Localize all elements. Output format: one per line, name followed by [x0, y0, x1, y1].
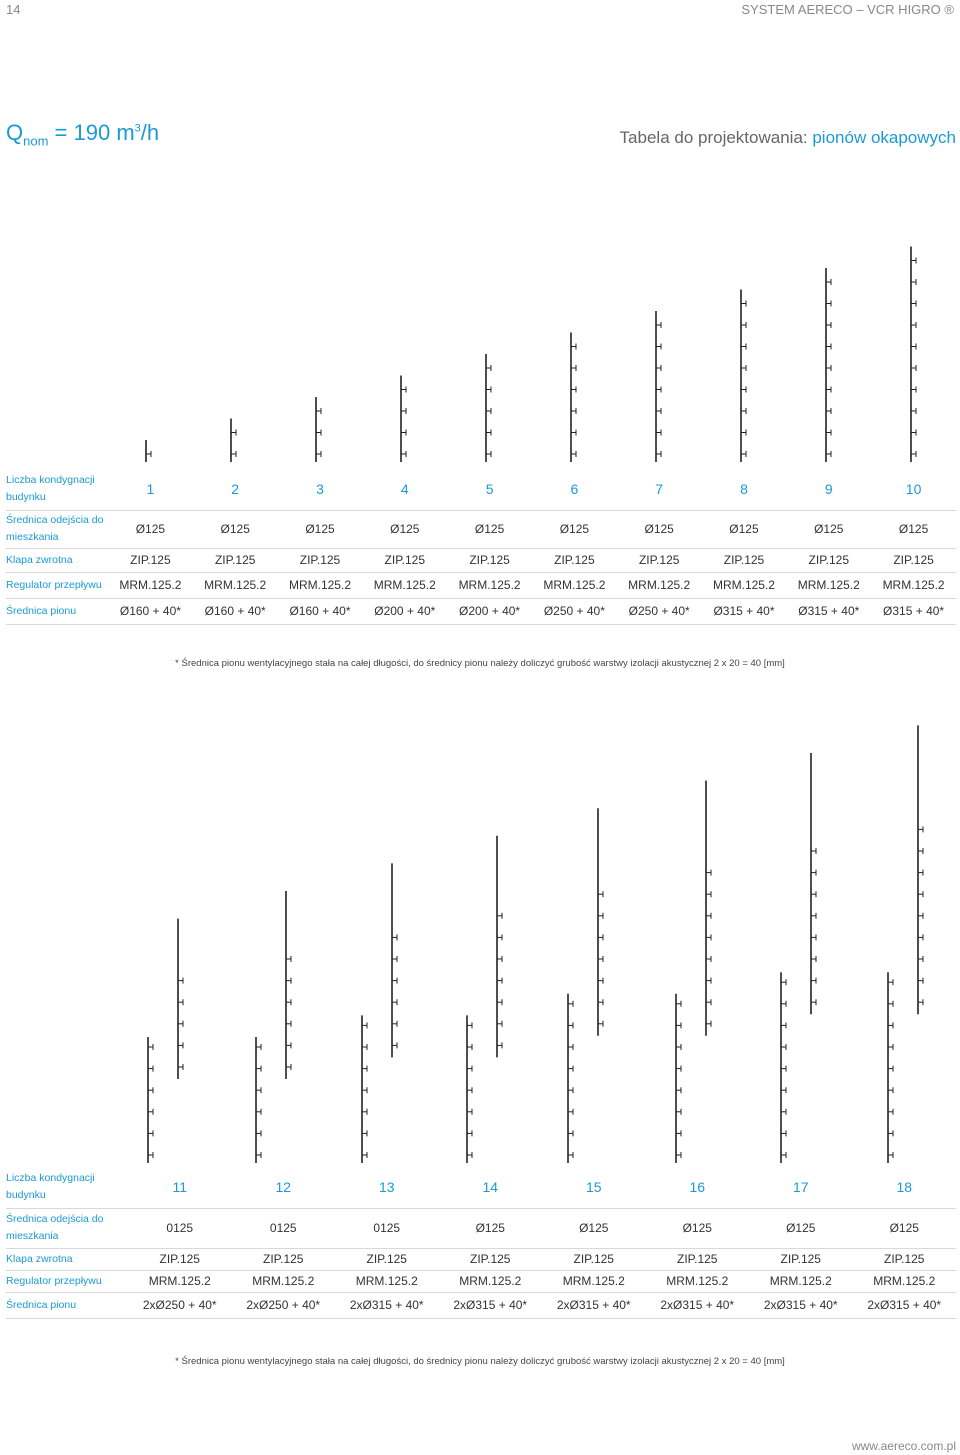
- cell-riser-7: 2xØ315 + 40*: [749, 1292, 853, 1318]
- flow-rate-title: [6, 120, 159, 148]
- label-regulator: Regulator przepływu: [6, 1270, 128, 1292]
- cell-branch-4: Ø125: [362, 510, 447, 548]
- cell-regulator-5: MRM.125.2: [542, 1270, 646, 1292]
- flow-value: = 190 m: [48, 120, 135, 145]
- cell-branch-3: 0125: [335, 1208, 439, 1248]
- cell-riser-5: Ø200 + 40*: [447, 598, 532, 624]
- cell-branch-3: Ø125: [278, 510, 363, 548]
- cell-regulator-1: MRM.125.2: [128, 1270, 232, 1292]
- cell-riser-6: Ø250 + 40*: [532, 598, 617, 624]
- cell-riser-1: Ø160 + 40*: [108, 598, 193, 624]
- cell-storeys-3: 3: [278, 468, 363, 510]
- cell-flap-6: ZIP.125: [646, 1248, 750, 1270]
- cell-storeys-2: 2: [193, 468, 278, 510]
- label-riser: Średnica pionu: [6, 1292, 128, 1318]
- flow-subscript: nom: [23, 133, 49, 149]
- cell-riser-2: Ø160 + 40*: [193, 598, 278, 624]
- cell-regulator-7: MRM.125.2: [749, 1270, 853, 1292]
- cell-riser-9: Ø315 + 40*: [786, 598, 871, 624]
- flow-unit-exponent: 3: [134, 122, 141, 135]
- cell-regulator-7: MRM.125.2: [617, 572, 702, 598]
- cell-storeys-1: 11: [128, 1166, 232, 1208]
- cell-riser-3: Ø160 + 40*: [278, 598, 363, 624]
- document-title: SYSTEM AERECO – VCR HIGRO ®: [741, 2, 954, 17]
- cell-storeys-6: 6: [532, 468, 617, 510]
- cell-branch-7: Ø125: [749, 1208, 853, 1248]
- label-riser: Średnica pionu: [6, 598, 108, 624]
- cell-flap-5: ZIP.125: [447, 548, 532, 572]
- cell-flap-7: ZIP.125: [749, 1248, 853, 1270]
- cell-storeys-7: 7: [617, 468, 702, 510]
- row-regulator: [6, 572, 956, 598]
- cell-riser-4: 2xØ315 + 40*: [439, 1292, 543, 1318]
- riser-diagram-double: [0, 730, 960, 1165]
- cell-branch-10: Ø125: [871, 510, 956, 548]
- cell-flap-9: ZIP.125: [786, 548, 871, 572]
- design-table-single: [6, 468, 956, 625]
- label-storeys: Liczba kondygnacji budynku: [6, 468, 108, 510]
- cell-flap-3: ZIP.125: [335, 1248, 439, 1270]
- design-table-double: [6, 1166, 956, 1319]
- cell-riser-5: 2xØ315 + 40*: [542, 1292, 646, 1318]
- cell-regulator-2: MRM.125.2: [193, 572, 278, 598]
- cell-riser-3: 2xØ315 + 40*: [335, 1292, 439, 1318]
- cell-branch-2: 0125: [232, 1208, 336, 1248]
- label-regulator: Regulator przepływu: [6, 572, 108, 598]
- cell-branch-5: Ø125: [447, 510, 532, 548]
- cell-flap-8: ZIP.125: [853, 1248, 957, 1270]
- page-number: 14: [6, 2, 21, 17]
- cell-regulator-4: MRM.125.2: [362, 572, 447, 598]
- riser-diagram-single: [0, 225, 960, 465]
- cell-riser-1: 2xØ250 + 40*: [128, 1292, 232, 1318]
- flow-unit: /h: [140, 120, 160, 145]
- cell-storeys-4: 14: [439, 1166, 543, 1208]
- cell-storeys-10: 10: [871, 468, 956, 510]
- cell-branch-1: Ø125: [108, 510, 193, 548]
- cell-flap-4: ZIP.125: [439, 1248, 543, 1270]
- cell-flap-2: ZIP.125: [232, 1248, 336, 1270]
- cell-flap-1: ZIP.125: [108, 548, 193, 572]
- cell-regulator-3: MRM.125.2: [278, 572, 363, 598]
- cell-branch-6: Ø125: [646, 1208, 750, 1248]
- cell-branch-1: 0125: [128, 1208, 232, 1248]
- cell-regulator-2: MRM.125.2: [232, 1270, 336, 1292]
- cell-regulator-8: MRM.125.2: [702, 572, 787, 598]
- cell-storeys-5: 5: [447, 468, 532, 510]
- cell-flap-6: ZIP.125: [532, 548, 617, 572]
- cell-flap-2: ZIP.125: [193, 548, 278, 572]
- cell-storeys-8: 18: [853, 1166, 957, 1208]
- cell-branch-2: Ø125: [193, 510, 278, 548]
- cell-regulator-6: MRM.125.2: [532, 572, 617, 598]
- cell-regulator-6: MRM.125.2: [646, 1270, 750, 1292]
- label-branch: Średnica odejścia do mieszkania: [6, 1208, 128, 1248]
- website-link[interactable]: www.aereco.com.pl: [851, 1439, 956, 1453]
- cell-branch-5: Ø125: [542, 1208, 646, 1248]
- cell-storeys-3: 13: [335, 1166, 439, 1208]
- cell-branch-7: Ø125: [617, 510, 702, 548]
- cell-regulator-5: MRM.125.2: [447, 572, 532, 598]
- cell-riser-2: 2xØ250 + 40*: [232, 1292, 336, 1318]
- label-flap: Klapa zwrotna: [6, 1248, 128, 1270]
- cell-regulator-9: MRM.125.2: [786, 572, 871, 598]
- flow-symbol: Q: [6, 120, 24, 145]
- cell-riser-4: Ø200 + 40*: [362, 598, 447, 624]
- cell-storeys-8: 8: [702, 468, 787, 510]
- row-flap: [6, 1248, 956, 1270]
- cell-riser-6: 2xØ315 + 40*: [646, 1292, 750, 1318]
- cell-flap-1: ZIP.125: [128, 1248, 232, 1270]
- cell-riser-10: Ø315 + 40*: [871, 598, 956, 624]
- cell-regulator-8: MRM.125.2: [853, 1270, 957, 1292]
- cell-riser-8: Ø315 + 40*: [702, 598, 787, 624]
- footnote-1: * Średnica pionu wentylacyjnego stała na całej długości, do średnicy pionu należy doliczyć grubość warstwy izolacji akustycznej 2 x 20 = 40 [mm]: [175, 658, 785, 669]
- row-regulator: [6, 1270, 956, 1292]
- label-storeys: Liczba kondygnacji budynku: [6, 1166, 128, 1208]
- footnote-2: * Średnica pionu wentylacyjnego stała na całej długości, do średnicy pionu należy doliczyć grubość warstwy izolacji akustycznej 2 x 20 = 40 [mm]: [175, 1356, 785, 1367]
- label-flap: Klapa zwrotna: [6, 548, 108, 572]
- row-riser: [6, 1292, 956, 1318]
- row-branch: [6, 510, 956, 548]
- table-heading-highlight: pionów okapowych: [812, 128, 956, 147]
- cell-storeys-7: 17: [749, 1166, 853, 1208]
- row-branch: [6, 1208, 956, 1248]
- cell-branch-4: Ø125: [439, 1208, 543, 1248]
- cell-flap-10: ZIP.125: [871, 548, 956, 572]
- cell-flap-8: ZIP.125: [702, 548, 787, 572]
- cell-flap-7: ZIP.125: [617, 548, 702, 572]
- cell-riser-8: 2xØ315 + 40*: [853, 1292, 957, 1318]
- cell-storeys-1: 1: [108, 468, 193, 510]
- label-branch: Średnica odejścia do mieszkania: [6, 510, 108, 548]
- cell-storeys-2: 12: [232, 1166, 336, 1208]
- cell-branch-9: Ø125: [786, 510, 871, 548]
- table-heading-prefix: Tabela do projektowania:: [619, 128, 813, 147]
- cell-branch-8: Ø125: [853, 1208, 957, 1248]
- cell-branch-6: Ø125: [532, 510, 617, 548]
- cell-flap-5: ZIP.125: [542, 1248, 646, 1270]
- cell-regulator-1: MRM.125.2: [108, 572, 193, 598]
- cell-riser-7: Ø250 + 40*: [617, 598, 702, 624]
- cell-flap-4: ZIP.125: [362, 548, 447, 572]
- cell-regulator-10: MRM.125.2: [871, 572, 956, 598]
- row-riser: [6, 598, 956, 624]
- cell-storeys-9: 9: [786, 468, 871, 510]
- cell-storeys-4: 4: [362, 468, 447, 510]
- row-storeys: [6, 468, 956, 510]
- cell-storeys-5: 15: [542, 1166, 646, 1208]
- cell-flap-3: ZIP.125: [278, 548, 363, 572]
- table-heading: [620, 128, 956, 148]
- cell-storeys-6: 16: [646, 1166, 750, 1208]
- cell-branch-8: Ø125: [702, 510, 787, 548]
- cell-regulator-3: MRM.125.2: [335, 1270, 439, 1292]
- row-storeys: [6, 1166, 956, 1208]
- cell-regulator-4: MRM.125.2: [439, 1270, 543, 1292]
- row-flap: [6, 548, 956, 572]
